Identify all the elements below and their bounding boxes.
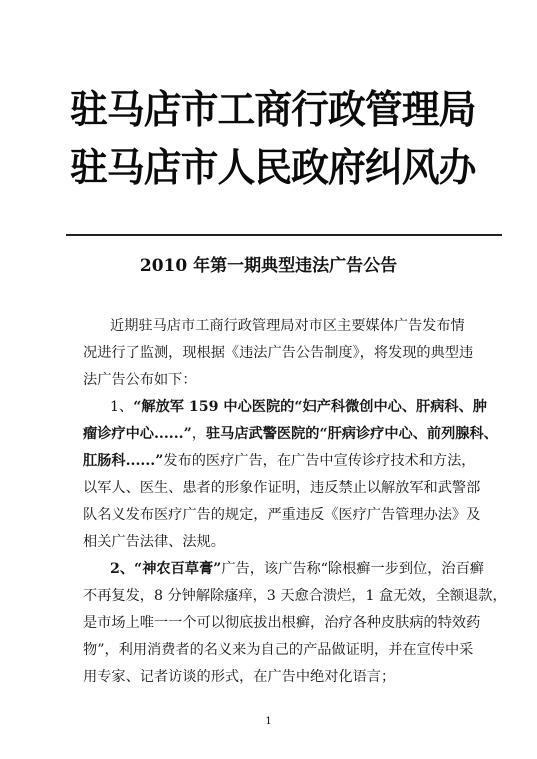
issuer-name-office: 驻马店市人民政府纠风办	[70, 146, 476, 191]
header-divider	[66, 234, 502, 236]
item2-line-2: 不再复发，8 分钟解除瘙痒，3 天愈合溃烂，1 盒无效，全额退款，	[83, 588, 507, 604]
intro-line-2: 况进行了监测，现根据《违法广告公告制度》，将发现的典型违	[83, 345, 474, 361]
item2-line-5: 用专家、记者访谈的形式，在广告中绝对化语言；	[83, 669, 396, 685]
item1-comma: ，	[191, 426, 206, 442]
item1-line-4: 以军人、医生、患者的形象作证明，违反禁止以解放军和武警部	[83, 480, 481, 496]
document-title: 2010 年第一期典型违法广告公告	[139, 256, 398, 276]
item1-advertiser-2: 驻马店武警医院的“肝病诊疗中心、前列腺科、	[205, 426, 498, 442]
item2-product: 2、“神农百草膏”	[110, 561, 222, 577]
item1-line-1	[110, 397, 530, 417]
item1-advertiser-1-cont: 瘤诊疗中心......”	[83, 426, 192, 442]
item1-number: 1、	[110, 399, 134, 415]
item2-line-1-text: 广告，该广告称“除根癣一步到位，治百癣	[221, 561, 484, 577]
item1-line-3	[83, 451, 503, 471]
intro-line-1: 近期驻马店市工商行政管理局对市区主要媒体广告发布情	[110, 318, 465, 334]
item1-line-6: 相关广告法律、法规。	[83, 534, 225, 550]
item1-line-5: 队名义发布医疗广告的规定，严重违反《医疗广告管理办法》及	[83, 507, 481, 523]
item2-line-4: 物”，利用消费者的名义来为自己的产品做证明，并在宣传中采	[83, 642, 474, 658]
item1-line-3-text: 发布的医疗广告，在广告中宣传诊疗技术和方法，	[163, 453, 476, 469]
item1-line-2	[83, 424, 503, 444]
intro-line-3: 法广告公布如下：	[83, 372, 197, 388]
item2-line-3: 是市场上唯一一个可以彻底拔出根癣，治疗各种皮肤病的特效药	[83, 615, 481, 631]
item2-line-1	[110, 559, 530, 579]
page-number: 1	[265, 716, 272, 727]
issuer-name-aic: 驻马店市工商行政管理局	[70, 88, 476, 133]
item1-advertiser-2-cont: 肛肠科......”	[83, 453, 164, 469]
item1-advertiser-1: “解放军 159 中心医院的“妇产科微创中心、肝病科、肿	[133, 399, 487, 415]
